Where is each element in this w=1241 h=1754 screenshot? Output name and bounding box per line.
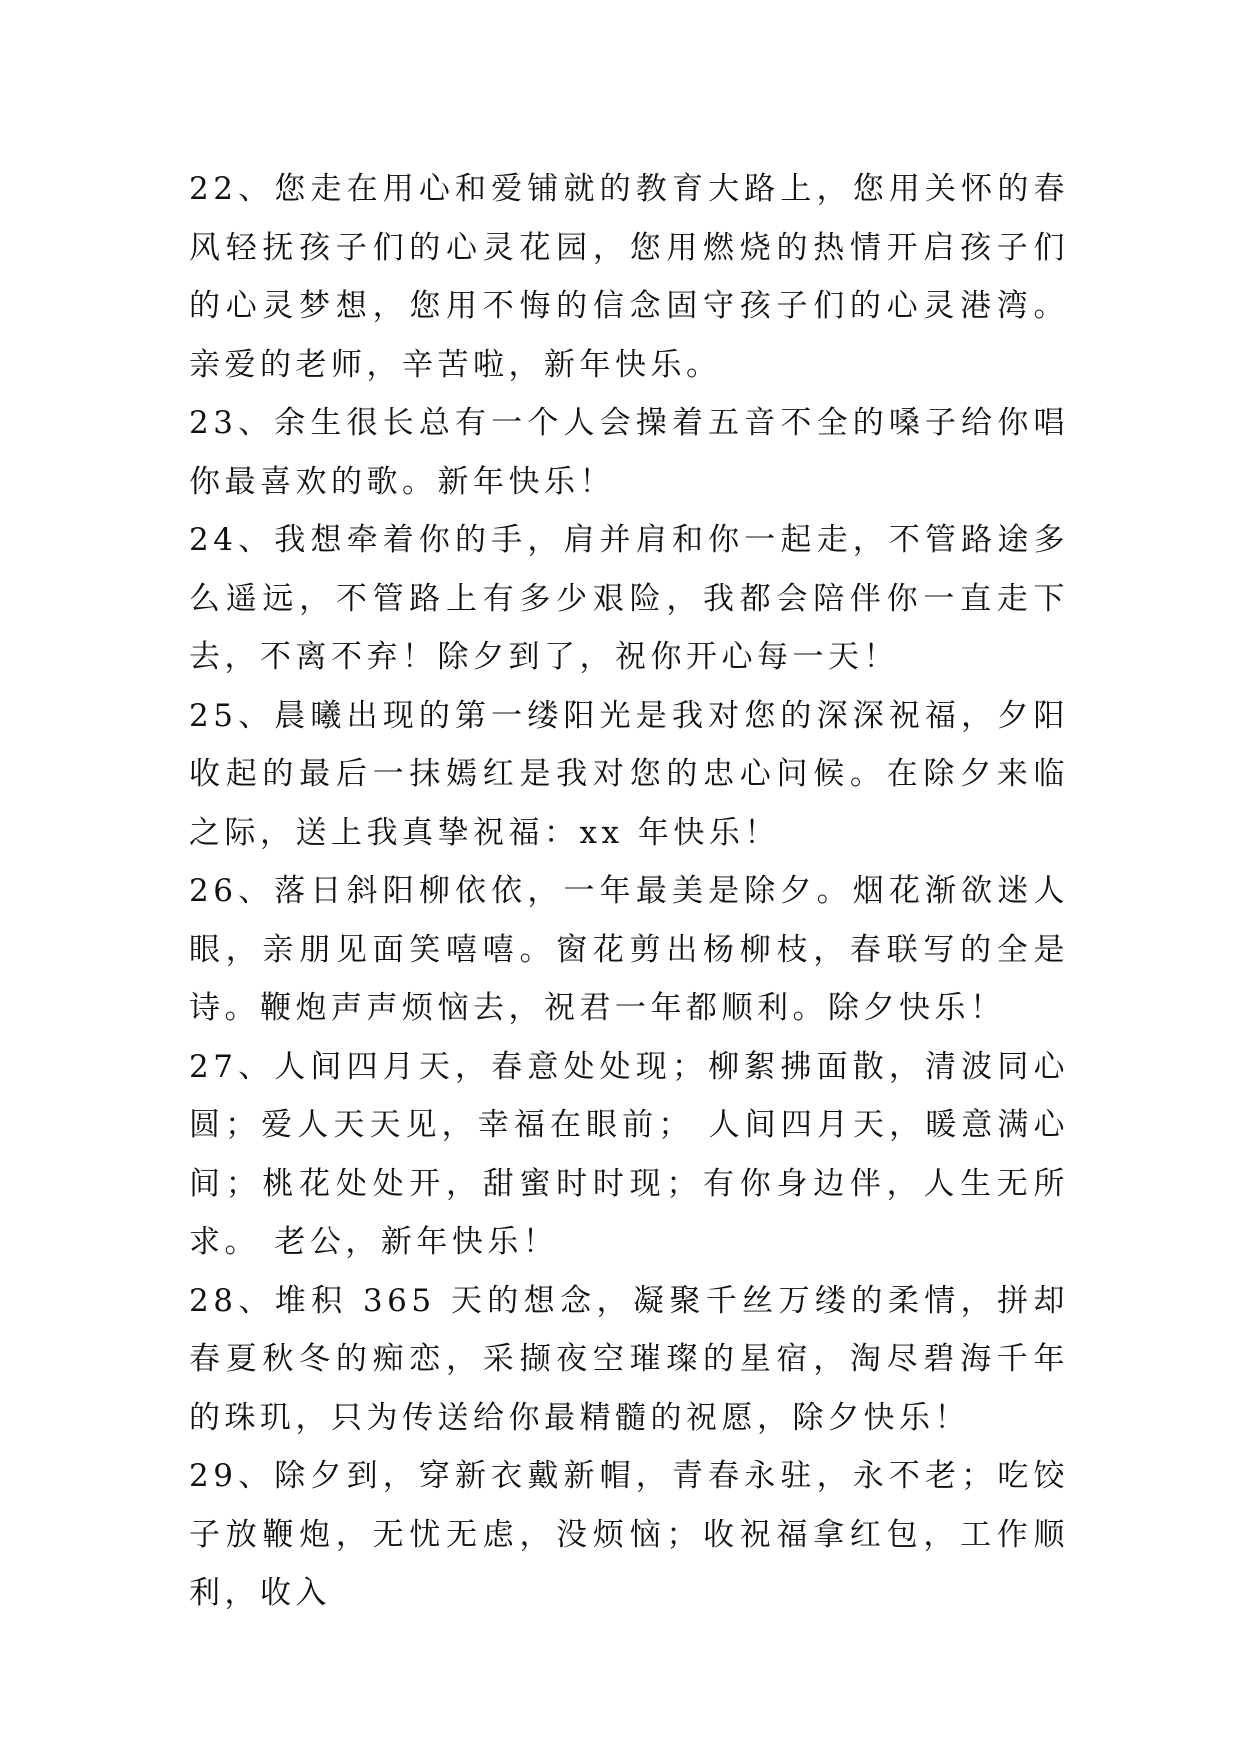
- paragraph-26: 26、落日斜阳柳依依，一年最美是除夕。烟花渐欲迷人眼，亲朋见面笑嘻嘻。窗花剪出杨柳枝，春联写的全是诗。鞭炮声声烦恼去，祝君一年都顺利。除夕快乐！: [189, 873, 1069, 1026]
- paragraph-23: 23、余生很长总有一个人会操着五音不全的嗓子给你唱你最喜欢的歌。新年快乐！: [189, 405, 1069, 500]
- paragraph-27: 27、人间四月天，春意处处现；柳絮拂面散，清波同心圆；爱人天天见，幸福在眼前； 人间四月天，暖意满心间；桃花处处开，甜蜜时时现；有你身边伴，人生无所求。 老公，新年快乐！: [189, 1048, 1069, 1260]
- paragraph-24: 24、我想牵着你的手，肩并肩和你一起走，不管路途多么遥远，不管路上有多少艰险，我都会陪伴你一直走下去，不离不弃！除夕到了，祝你开心每一天！: [189, 522, 1069, 675]
- document-body: [189, 160, 1069, 1623]
- paragraph-25: 25、晨曦出现的第一缕阳光是我对您的深深祝福，夕阳收起的最后一抹嫣红是我对您的忠心问候。在除夕来临之际，送上我真挚祝福：xx 年快乐！: [189, 697, 1069, 851]
- paragraph-28: 28、堆积 365 天的想念，凝聚千丝万缕的柔情，拼却春夏秋冬的痴恋，采撷夜空璀璨的星宿，淘尽碧海千年的珠玑，只为传送给你最精髓的祝愿，除夕快乐！: [189, 1282, 1069, 1436]
- paragraph-22: 22、您走在用心和爱铺就的教育大路上，您用关怀的春风轻抚孩子们的心灵花园，您用燃烧的热情开启孩子们的心灵梦想，您用不悔的信念固守孩子们的心灵港湾。亲爱的老师，辛苦啦，新年快乐。: [189, 171, 1069, 383]
- paragraph-29: 29、除夕到，穿新衣戴新帽，青春永驻，永不老；吃饺子放鞭炮，无忧无虑，没烦恼；收祝福拿红包，工作顺利，收入: [189, 1458, 1069, 1611]
